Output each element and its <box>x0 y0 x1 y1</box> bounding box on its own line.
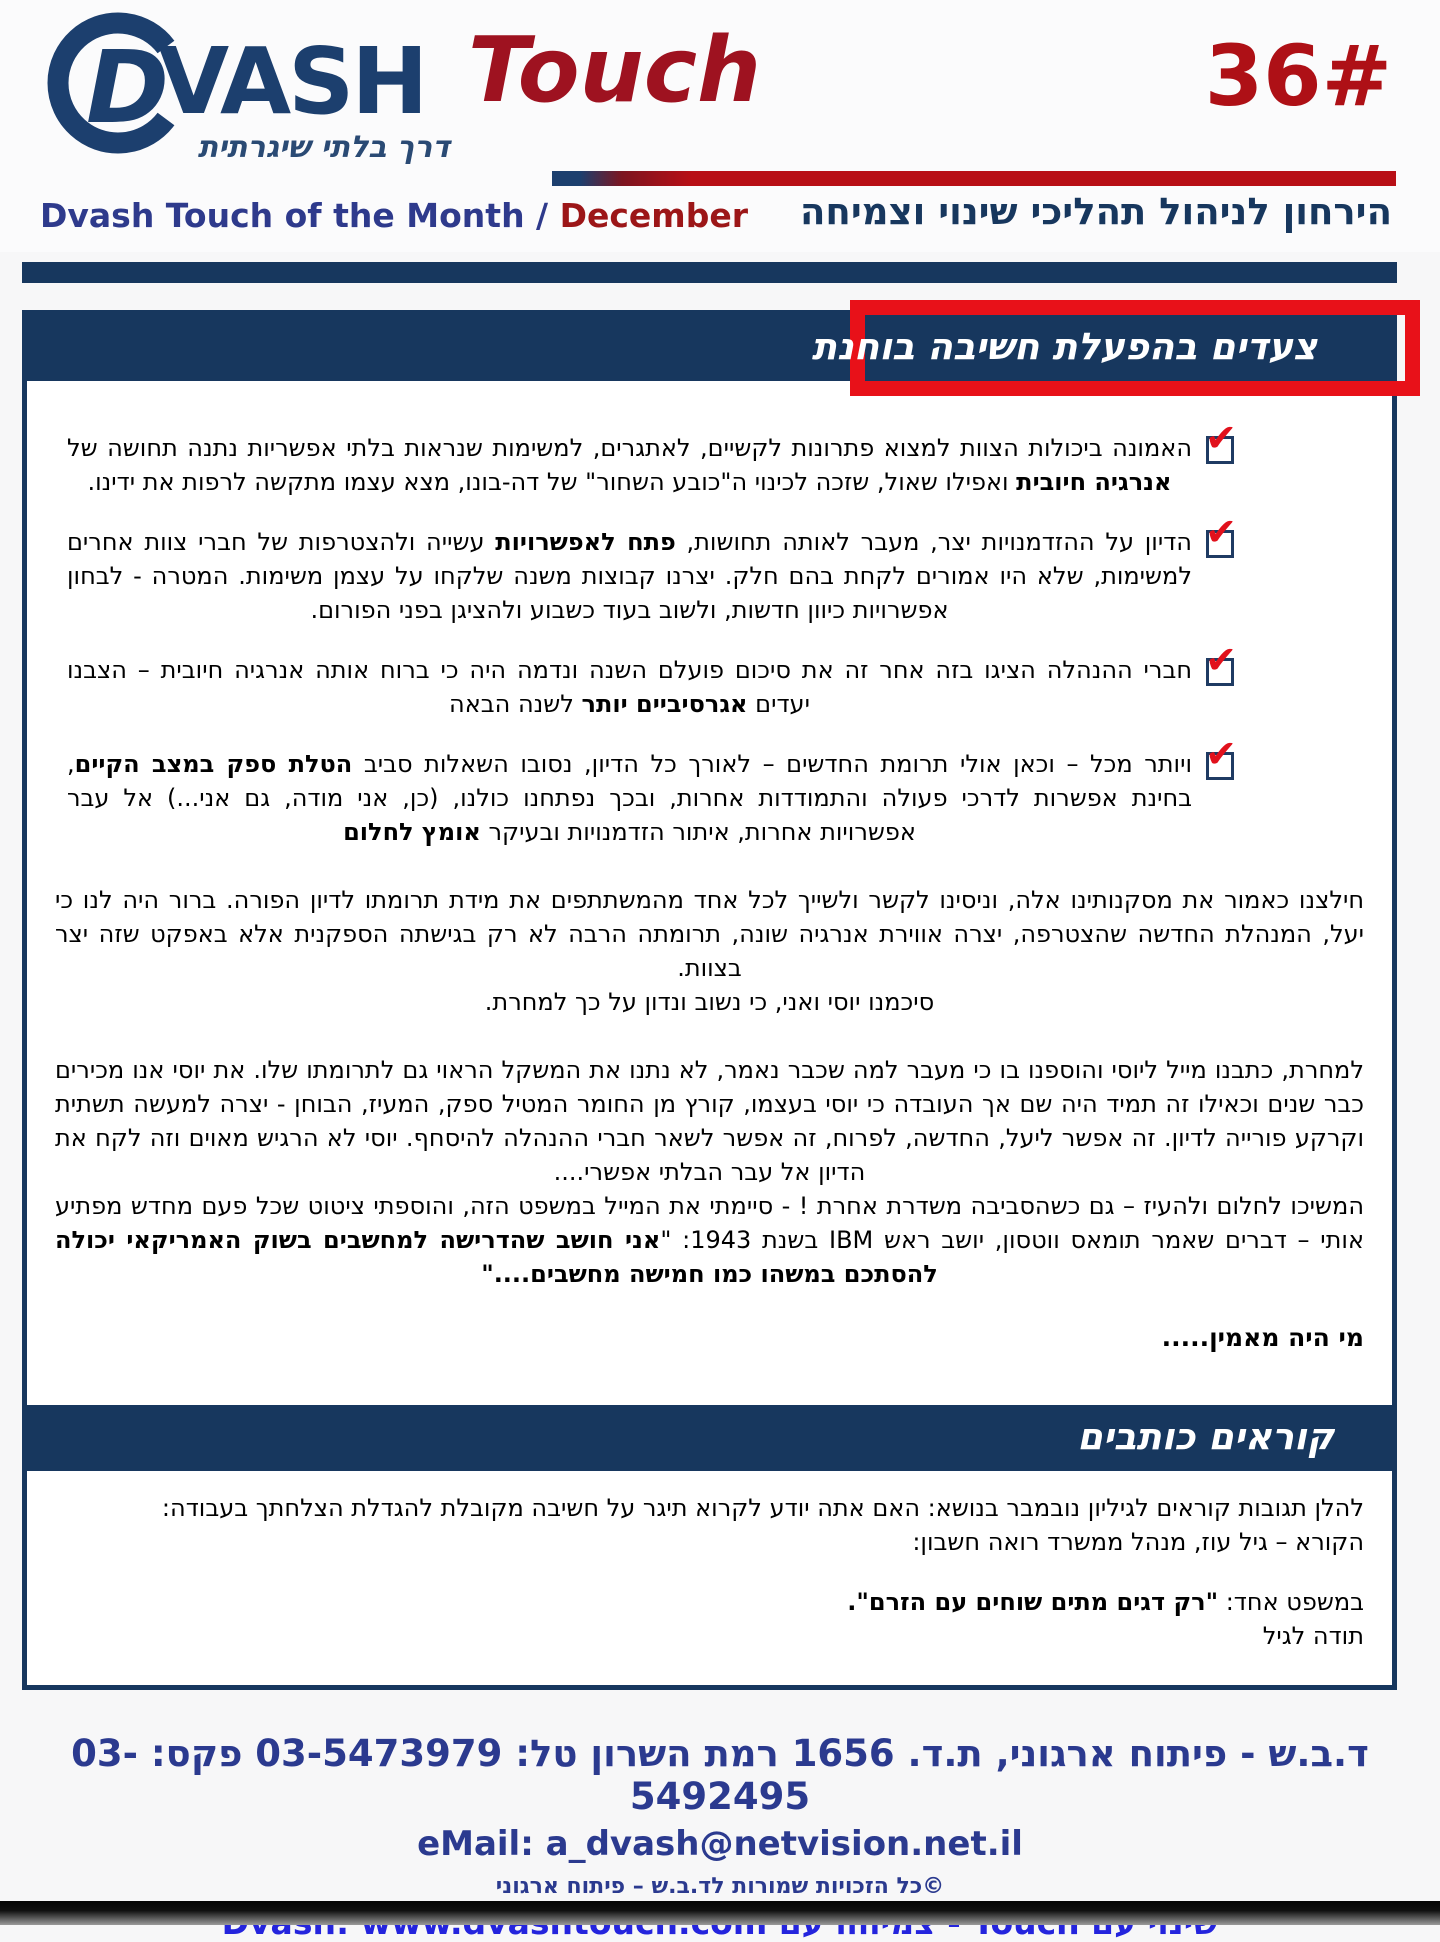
logo-letter-d: D <box>86 29 170 146</box>
checkmark-icon: ✔ <box>1205 416 1237 460</box>
reader-quote: במשפט אחד: "רק דגים מתים שוחים עם הזרם". <box>847 1588 1364 1616</box>
brand-touch: Touch <box>468 18 762 123</box>
subtitle-english <box>40 196 748 235</box>
bullet-item <box>55 416 1364 499</box>
readers-intro: להלן תגובות קוראים לגיליון נובמבר בנושא: האם אתה יודע לקרוא תיגר על חשיבה מקובלת להגדלת הצלחתך בעבודה: <box>161 1494 1364 1522</box>
readers-section <box>27 1471 1392 1653</box>
section-header-thinking <box>27 315 1392 381</box>
bullet-text: הדיון על ההזדמנויות יצר, מעבר לאותה תחושות, פתח לאפשרויות עשייה ולהצטרפות של חברי צוות אחרים למשימות, שלא היו אמורים לקחת בהם חלק. יצרנו קבוצות משנה שלקחו על עצמן משימות. המטרה - לבחון אפשרויות כיוון חדשות, ולשוב בעוד כשבוע ולהציגן בפני הפורום. <box>67 528 1192 624</box>
checkbox-icon <box>1205 638 1237 686</box>
logo-wordmark: VASH <box>158 28 426 135</box>
main-content-box <box>22 310 1397 1690</box>
paragraph: סיכמנו יוסי ואני, כי נשוב ונדון על כך למחרת. <box>484 988 935 1016</box>
checkbox-icon <box>1205 416 1237 464</box>
paragraph: חילצנו כאמור את מסקנותינו אלה, וניסינו לקשר ולשייך לכל אחד מהמשתתפים את מידת תרומתו לדיון הפורה. ברור היה לנו כי יעל, המנהלת החדשה שהצטרפה, יצרה אווירת אנרגיה שונה, תרומתה הרבה לא רק בגישתה הספקנית אלא באפקט שזה יצר בצוות. <box>55 886 1364 982</box>
issue-number: 36# <box>1204 27 1392 125</box>
separator-bar <box>22 262 1397 283</box>
bullet-item <box>55 732 1364 849</box>
footer-address: ד.ב.ש - פיתוח ארגוני, ת.ד. 1656 רמת השרון טל: 03-5473979 פקס: 03-5492495 <box>71 1732 1369 1818</box>
checkbox-icon <box>1205 510 1237 558</box>
subtitle-prefix: Dvash Touch of the Month / <box>40 196 560 235</box>
bullet-text: חברי ההנהלה הציגו בזה אחר זה את סיכום פועלם השנה ונדמה היה כי ברוח אותה אנרגיה חיובית – הצבנו יעדים אגרסיביים יותר לשנה הבאה <box>67 656 1192 718</box>
bottom-bar <box>0 1901 1440 1925</box>
bullet-item <box>55 638 1364 721</box>
logo-tagline: דרך בלתי שיגרתית <box>197 130 450 165</box>
checkmark-icon: ✔ <box>1205 732 1237 776</box>
bullet-text: ויותר מכל – וכאן אולי תרומת החדשים – לאורך כל הדיון, נסובו השאלות סביב הטלת ספק במצב הקיים, בחינת אפשרות לדרכי פעולה והתמודדות אחרות, ובכך נפתחנו כולנו, (כן, אני מודה, גם אני...) אל עבר אפשרויות אחרות, איתור הזדמנויות ובעיקר אומץ לחלום <box>67 750 1192 846</box>
paragraph: המשיכו לחלום ולהעיז – גם כשהסביבה משדרת אחרת ! - סיימתי את המייל במשפט הזה, והוספתי ציטוט שכל פעם מחדש מפתיע אותי – דברים שאמר תומאס ווטסון, יושב ראש IBM בשנת 1943: "אני חושב שהדרישה למחשבים בשוק האמריקאי יכולה להסתכם במשהו כמו חמישה מחשבים...." <box>55 1192 1364 1288</box>
subtitle-month: December <box>559 196 748 235</box>
section-title: צעדים בהפעלת חשיבה בוחנת <box>811 325 1317 368</box>
checkmark-icon: ✔ <box>1205 510 1237 554</box>
footer-copyright: ©כל הזכויות שמורות לד.ב.ש – פיתוח ארגוני <box>495 1874 945 1899</box>
section-title: קוראים כותבים <box>1077 1415 1334 1458</box>
closing-line: מי היה מאמין..... <box>1161 1323 1364 1352</box>
reader-name-line: הקורא – גיל עוז, מנהל ממשרד רואה חשבון: <box>912 1528 1364 1556</box>
paragraph: למחרת, כתבנו מייל ליוסי והוספנו בו כי מעבר למה שכבר נאמר, לא נתנו את המשקל הראוי גם לתרומתו שלו. את יוסי אנו מכירים כבר שנים וכאילו זה תמיד היה שם אך העובדה כי יוסי בעצמו, קורץ מן החומר המטיל ספק, המעיז, הבוחן - יצרה למעשה תשתית וקרקע פורייה לדיון. זה אפשר ליעל, החדשה, לפרוח, זה אפשר לשאר חברי ההנהלה להיסחף. יוסי לא הרגיש מאוים וזה לקח את הדיון אל עבר הבלתי אפשרי.... <box>55 1056 1364 1186</box>
checkmark-icon: ✔ <box>1205 638 1237 682</box>
thanks-line: תודה לגיל <box>1262 1622 1364 1650</box>
bullet-item <box>55 510 1364 627</box>
checkbox-icon <box>1205 732 1237 780</box>
masthead <box>0 0 1440 252</box>
bullet-text: האמונה ביכולות הצוות למצוא פתרונות לקשיים, לאתגרים, למשימות שנראות בלתי אפשריות נתנה תחושה של אנרגיה חיובית ואפילו שאול, שזכה לכינוי ה"כובע השחור" של דה-בונו, מצא עצמו מתקשה לרפות את ידינו. <box>67 434 1192 496</box>
subtitle-hebrew: הירחון לניהול תהליכי שינוי וצמיחה <box>800 190 1392 233</box>
footer-email-link[interactable]: eMail: a_dvash@netvision.net.il <box>417 1824 1023 1864</box>
section-body <box>27 381 1392 1405</box>
section-header-readers <box>27 1405 1392 1471</box>
header-rule <box>552 171 1396 186</box>
